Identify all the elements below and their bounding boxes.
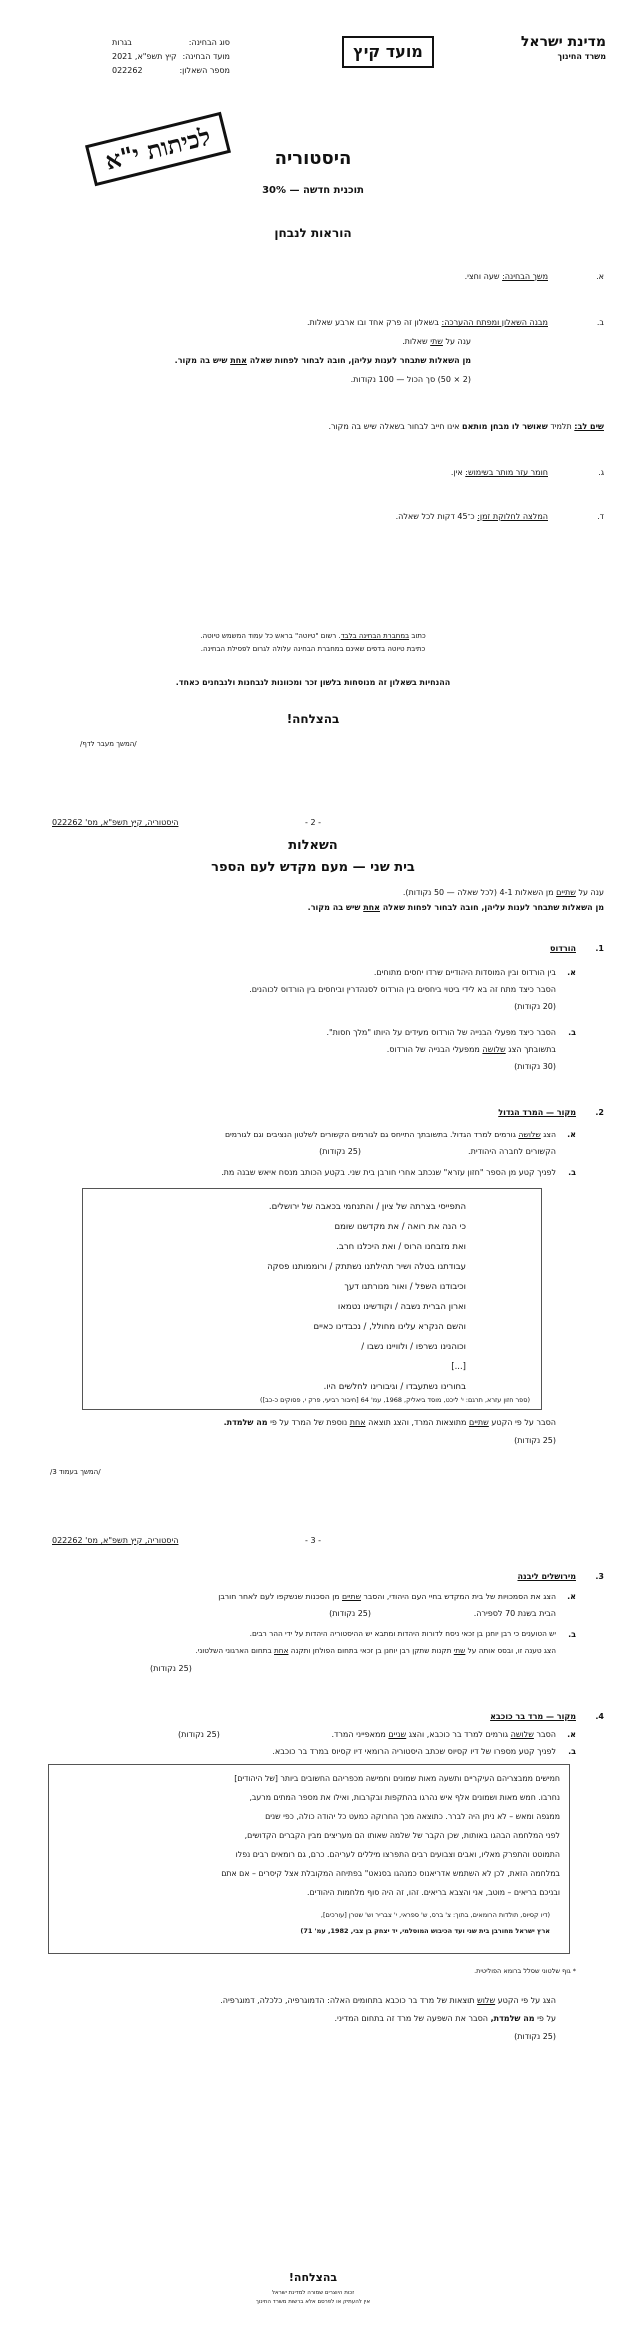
- country-name: מדינת ישראל: [520, 34, 606, 50]
- question-4a-line1: [331, 1730, 556, 1740]
- gender-note: ההנחיות בשאלון זה מנוסחות בלשון זכר ומכוונות לנבחנות ולנבחנים כאחד.: [175, 678, 451, 687]
- instruction-b-line3-pre: מן השאלות שתבחר לענות עליהן, חובה לבחור לפחות שאלה: [249, 356, 471, 365]
- q2a-l1-pre: הצג: [543, 1130, 556, 1139]
- quote-line: ממגפה ומאש – לא ניתן היה לברר. כתוצאה מכך החרוקה כמעט כל יהודה כולה, כפי שנים: [265, 1812, 560, 1821]
- instruction-note-pre: תלמיד: [550, 422, 572, 431]
- q4a-l1-mid: גורמים למרד בר כוכבא, והצג: [408, 1730, 509, 1739]
- instruction-c-text: אין.: [450, 468, 463, 477]
- continued-note: /המשך מעבר לדף/: [80, 740, 137, 748]
- q2b-l2-emph2: אחת: [349, 1418, 366, 1427]
- q2b-l2-pre: הסבר על פי הקטע: [491, 1418, 556, 1427]
- draft-note-emph: במחברת הבחינה בלבד: [340, 632, 410, 640]
- question-1b-line2: [387, 1045, 556, 1055]
- question-3a-line1: [218, 1592, 556, 1601]
- question-2a-points: (25 נקודות): [319, 1147, 361, 1156]
- q4a-l1-pre: הסבר: [536, 1730, 556, 1739]
- question-4b-line2: [220, 1996, 556, 2006]
- running-header: היסטוריה, קיץ תשפ"א, מס' 022262: [52, 1536, 179, 1545]
- question-3a-line2: הבית בשנת 70 לספירה.: [473, 1609, 556, 1618]
- instruction-a-label: משך הבחינה:: [502, 272, 548, 281]
- meta-value-exam-number: 022262: [112, 66, 143, 75]
- question-4b-line1: לפניך קטע מספרו של דיו קסיוס שכתב היסטוריה הרומאי דיו קסיוס במרד בר כוכבא.: [272, 1747, 556, 1756]
- meta-label-exam-number: מספר השאלון:: [179, 66, 230, 75]
- instruction-d-label: המלצה לחלוקת זמן:: [477, 512, 548, 521]
- ministry-name: משרד החינוך: [557, 52, 606, 61]
- question-3-number: 3.: [595, 1572, 604, 1581]
- q2a-l1-post: גורמים למרד הגדול. בתשובתך התייחס גם לגורמים הקשורים לשלטון הנציבים וגם לגורמים: [224, 1130, 516, 1139]
- intro2-pre: מן השאלות שתבחר לענות עליהן, חובה לבחור לפחות שאלה: [382, 903, 604, 912]
- q4b-l3-post: הסבר את השפעה של מרד זה בתחום המדיני.: [334, 2014, 489, 2023]
- q4b-l2-pre: הצג על פי הקטע: [497, 1996, 556, 2005]
- poem-line: עבודתנו בטלה ושיר תהילתנו נשתתק / ורוממותנו פסקה: [267, 1262, 466, 1272]
- quote-line: חמישים ממבצריהם העיקריים ותשעה מאות שמונים וחמישה מכפריהם החשובים ביותר [של היהודים]: [234, 1774, 560, 1783]
- q3a-l1-pre: הצג את הסמכויות של בית המקדש בחיי העם היהודי, והסבר: [363, 1592, 556, 1601]
- question-1b-line1: הסבר כיצד מפעלי הבנייה של הורדוס מעידים על היותו "מלך חסות".: [326, 1028, 556, 1037]
- question-4-number: 4.: [595, 1712, 604, 1721]
- poem-line: התפייסי בצרתה של ציון / והתנחמי בכאבה של ירושלים.: [268, 1202, 466, 1212]
- question-2a-line2: הקשורים לחברה היהודית.: [468, 1147, 556, 1156]
- q1b-l2-emph: שלושה: [482, 1045, 506, 1054]
- poem-line: וכוהנינו נשרפו / ולוויינו נשבו /: [361, 1342, 466, 1352]
- question-2-title: מקור — המרד הגדול: [498, 1108, 576, 1117]
- continued-note-page2: /המשך בעמוד 3/: [50, 1468, 101, 1476]
- question-1-number: 1.: [595, 944, 604, 953]
- q3b-l2-emph: שתי: [453, 1646, 466, 1655]
- instruction-note-post: אינו חייב לבחור בשאלה שיש בה מקור.: [328, 422, 460, 431]
- question-4b-letter: ב.: [568, 1747, 576, 1756]
- instruction-note-label: שים לב:: [574, 422, 604, 431]
- quote-source-line1: (דיו קסיוס, תולדות הרומאים, בתוך: צ' ברס, ש' ספראי, י' צבריר וש' שטרן [עורכים],: [320, 1911, 550, 1919]
- question-1-title: הורדוס: [550, 944, 576, 953]
- program-subtitle: תוכנית חדשה — 30%: [262, 185, 364, 196]
- instruction-b-line1: [307, 318, 548, 328]
- question-2b-line2: [224, 1418, 556, 1428]
- instruction-a-text: שעה וחצי.: [464, 272, 500, 281]
- instruction-b-line3-post: שיש בה מקור.: [174, 356, 228, 365]
- question-1b-letter: ב.: [568, 1028, 576, 1037]
- question-4a-points: (25 נקודות): [178, 1730, 220, 1739]
- instruction-d-text: כ־45 דקות לכל שאלה.: [395, 512, 475, 521]
- questions-intro-line2: [308, 903, 604, 913]
- instruction-c: [451, 468, 548, 478]
- q4b-l2-emph: שלוש: [477, 1996, 496, 2005]
- instruction-a: [465, 272, 548, 282]
- instruction-b-line3-emph: אחת: [230, 356, 247, 365]
- footnote: * גוף שלטוני שסלל ברומא הפוליטית.: [474, 1967, 576, 1975]
- instruction-b-line2-post: שאלות.: [402, 337, 428, 346]
- quote-line: במלחמה הזאת, לכן לא השתמש אדריאנוס כמנהגו בסנאט" בפתיחה המקובלת אצל קיסרים – אם אתם: [221, 1869, 560, 1878]
- quote-line: התמוטט והתפרק מאליו, ואבים וצבועים רבים התפרצו מיללים לעריהם. כרם, גם רומאים רבים נפלו: [235, 1850, 560, 1859]
- instruction-d-letter: ד.: [597, 512, 604, 521]
- good-luck-text: בהצלחה!: [286, 712, 340, 726]
- question-4a-letter: א.: [567, 1730, 576, 1739]
- intro2-emph: אחת: [363, 903, 380, 912]
- question-3b-letter: ב.: [568, 1630, 576, 1639]
- question-1a-line2: הסבר כיצד מתח זה בא לידי ביטוי ביחסים בין הורדוס לסנהדרין וביחסים בין הורדוס לכוהנים.: [249, 985, 556, 994]
- instruction-b-line2: [402, 337, 471, 347]
- instructions-title: הוראות לנבחן: [274, 226, 352, 240]
- question-1a-line1: בין הורדוס ובין המוסדות היהודיים שרדו יחסים מתוחים.: [373, 968, 556, 977]
- question-4b-points: (25 נקודות): [514, 2032, 556, 2041]
- q3a-l1-emph: שתיים: [341, 1592, 362, 1601]
- q3b-l2-post: שתקן רבן יוחנן בן זכאי בתחום הפולחן ותקנה: [290, 1646, 430, 1655]
- question-2a-letter: א.: [567, 1130, 576, 1139]
- poem-line: והשם הנקרא עלינו מחולל, / נכבדינו כאיים: [313, 1322, 466, 1332]
- instruction-b-letter: ב.: [596, 318, 604, 327]
- q4a-l1-emph2: שניים: [388, 1730, 407, 1739]
- poem-source: (ספר חזון עזרא, תרגם: י' ליכט, מוסד ביאליק, 1968, עמ' 64 [חיבור רביעי, פרק י, פסוקים כ-כב]): [260, 1396, 530, 1404]
- q3a-l1-post: מן הסכנות שנשקפו לעם לאחר חורבן: [218, 1592, 340, 1601]
- grade-stamp: לכיתות י"א: [85, 112, 231, 187]
- page-number: - 3 -: [305, 1536, 321, 1545]
- instruction-b-line3: [175, 356, 471, 366]
- meta-value-exam-type: בגרות: [112, 38, 132, 47]
- chapter-title: בית שני — מעם מקדש לעם הספר: [211, 860, 415, 875]
- instruction-b-line2-emph: שתי: [430, 337, 443, 346]
- poem-line: בחורינו נשתעבדו / וגיבורינו לחלשים היו.: [323, 1382, 466, 1392]
- draft-note-line2: כתיבת טיוטה בדפים שאינם במחברת הבחינה עלולה לגרום לפסילת הבחינה.: [200, 645, 426, 653]
- question-1a-points: (20 נקודות): [514, 1002, 556, 1011]
- question-3a-points: (25 נקודות): [329, 1609, 371, 1618]
- question-1b-points: (30 נקודות): [514, 1062, 556, 1071]
- exam-subject-title: היסטוריה: [274, 148, 352, 169]
- exam-session-box: מועד קיץ: [342, 36, 434, 68]
- q3b-l2-pre: הצג טענה זו, ובסס אותה על: [467, 1646, 556, 1655]
- question-1a-letter: א.: [567, 968, 576, 977]
- instruction-note: [328, 422, 604, 432]
- running-header: היסטוריה, קיץ תשפ"א, מס' 022262: [52, 818, 179, 827]
- poem-line: ואת מזבחנו הרוס / ואת היכלנו חרב.: [336, 1242, 466, 1252]
- question-2a-line1: [225, 1130, 556, 1139]
- poem-line: וארון הברית נשבה / וקודשינו נטמאו: [337, 1302, 466, 1312]
- intro1-pre: ענה על: [578, 888, 604, 897]
- question-2-number: 2.: [595, 1108, 604, 1117]
- source-quote-box-q2: [82, 1188, 542, 1410]
- q3b-l2-emph2: אחת: [274, 1646, 289, 1655]
- poem-line: וכיבודנו השפל / ואור מנורתנו דעך: [344, 1282, 466, 1292]
- question-3b-line1: יש הטוענים כי רבן יוחנן בן זכאי ניסח לדורות היהדות ומתבא יש ההיסטוריה היהדות על ידי ההר רבים.: [249, 1629, 556, 1638]
- instruction-b-line2-pre: ענה על: [445, 337, 471, 346]
- instruction-a-letter: א.: [596, 272, 604, 281]
- quote-source-line2: ארץ ישראל מחורבן בית שני ועד הכיבוש המוסלמי, יד יצחק בן צבי, 1982, עמ' 71): [300, 1927, 550, 1935]
- quote-line: ובניכם בריאים – מוטב, אני והצבא בריאים. זהו, זה היה סוף מלחמות היהודים.: [307, 1888, 560, 1897]
- instruction-c-label: חומר עזר מותר בשימוש:: [465, 468, 548, 477]
- q1b-l2-post: ממפעלי הבנייה של הורדוס.: [386, 1045, 480, 1054]
- q3b-l2-post2: בתחום הארגוני השלטוני.: [195, 1646, 272, 1655]
- page-number: - 2 -: [305, 818, 321, 827]
- q4b-l3-pre: על פי: [537, 2014, 556, 2023]
- questions-intro-line1: [403, 888, 604, 898]
- meta-label-exam-date: מועד הבחינה:: [182, 52, 230, 61]
- q4a-l1-post: ממאפייני המרד.: [331, 1730, 386, 1739]
- meta-label-exam-type: סוג הבחינה:: [188, 38, 230, 47]
- quote-line: לפני המלחמה הבהגו באותות, שכן הקבר של שלמה שאותו הם מעריצים מבין הקברים הקדושים,: [244, 1831, 560, 1840]
- q4b-l2-post: תוצאות של מרד בר כוכבא בתחומים האלה: הדמוגרפיה, כלכלה, דמוגרפיה.: [220, 1996, 475, 2005]
- question-3a-letter: א.: [567, 1592, 576, 1601]
- q2a-l1-emph: שלושה: [518, 1130, 541, 1139]
- question-3b-points: (25 נקודות): [150, 1664, 192, 1673]
- intro1-emph: שתיים: [556, 888, 576, 897]
- poem-line: [...]: [451, 1362, 466, 1372]
- q2b-l2-bold: מה שלמדת.: [223, 1418, 268, 1427]
- question-2b-line1: לפניך קטע מן הספר "חזון עזרא" שנכתב אחרי חורבן בית שני. בקטע הכותב מנסח איאש שבנה מת.: [221, 1168, 556, 1177]
- meta-value-exam-date: קיץ תשפ"א, 2021: [112, 52, 177, 61]
- intro1-post: מן השאלות 4-1 (לכל שאלה — 50 נקודות).: [402, 888, 554, 897]
- instruction-c-letter: ג.: [598, 468, 604, 477]
- question-2b-points: (25 נקודות): [514, 1436, 556, 1445]
- q2b-l2-emph: שתיים: [469, 1418, 489, 1427]
- quote-line: נחרבו. חמש מאות ושמונים אלף איש נהרגו בהתקפות ובקרבות, ואילו את מספר המתים מרעב,: [249, 1793, 560, 1802]
- questions-heading: השאלות: [288, 838, 338, 853]
- draft-note-line1: [0, 632, 626, 640]
- draft-note-post: . רשום "טיוטה" בראש כל עמוד המשמש טיוטה.: [200, 632, 341, 640]
- q1b-l2-pre: בתשובתך הצג: [508, 1045, 556, 1054]
- question-3b-line2: [195, 1647, 556, 1656]
- q4a-l1-emph: שלושה: [510, 1730, 534, 1739]
- instruction-b-line4: (2 × 50) סך הכול — 100 נקודות.: [350, 375, 471, 384]
- copyright-line1: זכות היוצרים שמורה למדינת ישראל: [271, 2290, 355, 2296]
- instruction-note-bold: שאושר לו מבחן מותאם: [462, 422, 548, 431]
- q2b-l2-mid: מתוצאות המרד, והצג תוצאה: [368, 1418, 467, 1427]
- copyright-line2: אין להעתיק או לפרסם אלא ברשות משרד החינוך: [255, 2299, 371, 2305]
- instruction-b-text: בשאלון זה פרק אחד ובו ארבע שאלות.: [307, 318, 439, 327]
- question-4b-line3: [334, 2014, 556, 2024]
- poem-line: כי הנה את רואה / את מקדשנו שומם: [334, 1222, 466, 1232]
- intro2-post: שיש בה מקור.: [307, 903, 361, 912]
- q2b-l2-post: נוספת של המרד על פי: [270, 1418, 348, 1427]
- q4b-l3-bold: מה שלמדת,: [490, 2014, 535, 2023]
- question-4-title: מקור — מרד בר כוכבא: [490, 1712, 576, 1721]
- question-2b-letter: ב.: [568, 1168, 576, 1177]
- draft-note-pre: כתוב: [411, 632, 426, 640]
- question-3-title: מירושלים ליבנה: [517, 1572, 576, 1581]
- instruction-b-label: מבנה השאלון ומפתח ההערכה:: [441, 318, 548, 327]
- end-good-luck-text: בהצלחה!: [288, 2271, 338, 2284]
- instruction-d: [396, 512, 548, 522]
- q3b-l2-mid: תקנות: [431, 1646, 452, 1655]
